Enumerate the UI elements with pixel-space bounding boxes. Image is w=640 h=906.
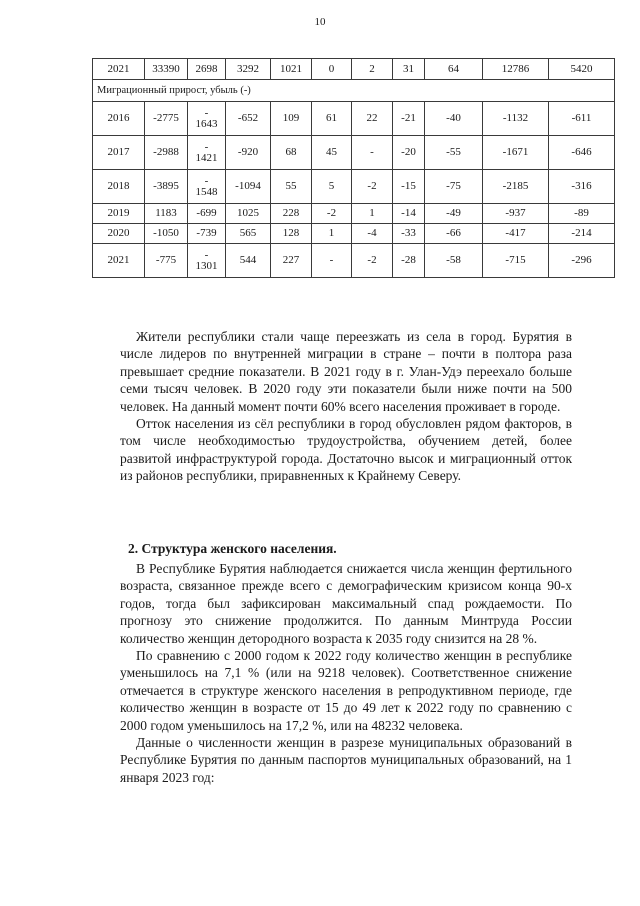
table-cell <box>188 102 226 136</box>
table-cell: -316 <box>549 170 615 204</box>
table-cell: -58 <box>425 244 483 278</box>
table-cell <box>188 170 226 204</box>
table-row <box>93 204 615 224</box>
table-cell: -920 <box>226 136 271 170</box>
table-cell: -699 <box>188 204 226 224</box>
table-cell: 128 <box>271 224 312 244</box>
wrapped-value: - 1301 <box>195 248 218 272</box>
table-cell: 33390 <box>145 59 188 80</box>
table-cell: 1183 <box>145 204 188 224</box>
table-cell: -66 <box>425 224 483 244</box>
table-cell: -214 <box>549 224 615 244</box>
table-cell: 5420 <box>549 59 615 80</box>
wrapped-value: - 1548 <box>195 174 218 198</box>
table-cell-year: 2018 <box>93 170 145 204</box>
table-cell: -15 <box>393 170 425 204</box>
paragraph: Данные о численности женщин в разрезе муниципальных образований в Республике Бурятия по данным паспортов муниципальных образований, на 1 января 2023 год: <box>120 735 572 785</box>
table-cell: -739 <box>188 224 226 244</box>
migration-text <box>120 328 572 485</box>
table-cell: 544 <box>226 244 271 278</box>
table-cell: 565 <box>226 224 271 244</box>
table-cell: -646 <box>549 136 615 170</box>
table-cell: 22 <box>352 102 393 136</box>
table-cell-year: 2019 <box>93 204 145 224</box>
table-cell: 227 <box>271 244 312 278</box>
table-cell: -775 <box>145 244 188 278</box>
table-cell <box>188 136 226 170</box>
table-section-row <box>93 80 615 102</box>
table-cell: -28 <box>393 244 425 278</box>
table-cell: 3292 <box>226 59 271 80</box>
table-cell: 45 <box>312 136 352 170</box>
table-cell: -2775 <box>145 102 188 136</box>
table-cell-year: 2021 <box>93 244 145 278</box>
table-cell: -3895 <box>145 170 188 204</box>
table-cell: - <box>352 136 393 170</box>
table-cell: -1050 <box>145 224 188 244</box>
table-row <box>93 224 615 244</box>
table-cell: -33 <box>393 224 425 244</box>
table-cell: 61 <box>312 102 352 136</box>
table-cell: -417 <box>483 224 549 244</box>
paragraph: Жители республики стали чаще переезжать из села в город. Бурятия в числе лидеров по внутренней миграции в стране – почти в полтора раза превышает средние показатели. В 2021 году в г. Улан-Удэ переехало больше семи тысяч человек. В 2020 году эти показатели были ниже почти на 500 человек. На данный момент почти 60% всего населения проживает в городе. <box>120 329 572 414</box>
table-cell: -611 <box>549 102 615 136</box>
table-cell: 2 <box>352 59 393 80</box>
table-cell-year: 2017 <box>93 136 145 170</box>
table-cell: 55 <box>271 170 312 204</box>
table-row <box>93 59 615 80</box>
table-cell-year: 2020 <box>93 224 145 244</box>
wrapped-value: - 1421 <box>195 140 218 164</box>
table-cell: -2988 <box>145 136 188 170</box>
table-cell: 1021 <box>271 59 312 80</box>
table-cell: -2185 <box>483 170 549 204</box>
table-cell: 5 <box>312 170 352 204</box>
table-cell: -2 <box>352 170 393 204</box>
table-cell: -937 <box>483 204 549 224</box>
table-cell: 12786 <box>483 59 549 80</box>
page-number: 10 <box>314 16 326 28</box>
table-cell: -1132 <box>483 102 549 136</box>
table-cell: -1094 <box>226 170 271 204</box>
table-cell: -296 <box>549 244 615 278</box>
table-cell: -89 <box>549 204 615 224</box>
table-cell: 2698 <box>188 59 226 80</box>
table-cell: 0 <box>312 59 352 80</box>
table-cell: 109 <box>271 102 312 136</box>
table-cell: -2 <box>352 244 393 278</box>
table-row <box>93 102 615 136</box>
table-cell: - <box>312 244 352 278</box>
table-cell: -14 <box>393 204 425 224</box>
table-cell: 31 <box>393 59 425 80</box>
table-cell-year: 2021 <box>93 59 145 80</box>
table-cell: 1 <box>312 224 352 244</box>
table-cell: -20 <box>393 136 425 170</box>
table-cell: 1025 <box>226 204 271 224</box>
table-cell: -652 <box>226 102 271 136</box>
table-cell: -49 <box>425 204 483 224</box>
table-cell: -55 <box>425 136 483 170</box>
paragraph: Отток населения из сёл республики в город обусловлен рядом факторов, в том числе необходимостью трудоустройства, обучением детей, более развитой инфраструктурой города. Достаточно высок и миграционный отток из районов республики, приравненных к Крайнему Северу. <box>120 416 572 484</box>
table-cell: 64 <box>425 59 483 80</box>
table-cell <box>188 244 226 278</box>
table-cell: -4 <box>352 224 393 244</box>
paragraph: В Республике Бурятия наблюдается снижается числа женщин фертильного возраста, связанное прежде всего с демографическим кризисом конца 90-х годов, тогда был зафиксирован максимальный спад рождаемости. По прогнозу это снижение продолжится. По данным Минтруда России количество женщин детородного возраста к 2035 году снизится на 28 %. <box>120 561 572 646</box>
section-heading: 2. Структура женского населения. <box>128 541 337 556</box>
table-cell-year: 2016 <box>93 102 145 136</box>
paragraph: По сравнению с 2000 годом к 2022 году количество женщин в республике уменьшилось на 7,1 % (или на 9218 человек). Соответственное снижение отмечается в структуре женского населения в репродуктивном периоде, где количество женщин в возрасте от 15 до 49 лет к 2022 году по сравнению с 2000 годом уменьшилось на 17,2 %, или на 48232 человека. <box>120 648 572 733</box>
table-row <box>93 170 615 204</box>
table-cell: 1 <box>352 204 393 224</box>
table-cell: -715 <box>483 244 549 278</box>
table-row <box>93 244 615 278</box>
migration-table <box>92 58 615 278</box>
table-cell: 68 <box>271 136 312 170</box>
wrapped-value: - 1643 <box>195 106 218 130</box>
female-population-text <box>120 560 572 786</box>
table-cell: 228 <box>271 204 312 224</box>
table-cell: -2 <box>312 204 352 224</box>
table-section-label: Миграционный прирост, убыль (-) <box>93 80 615 102</box>
table-cell: -40 <box>425 102 483 136</box>
table-cell: -21 <box>393 102 425 136</box>
table-cell: -1671 <box>483 136 549 170</box>
table-row <box>93 136 615 170</box>
table-cell: -75 <box>425 170 483 204</box>
